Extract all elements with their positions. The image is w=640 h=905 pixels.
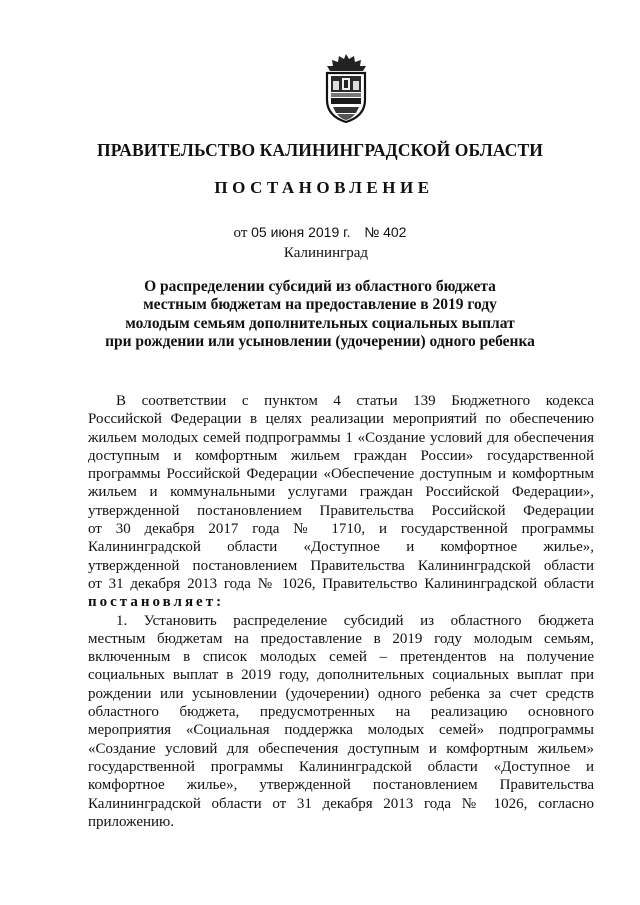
item1-line: социальных выплат в 2019 году, дополнительных социальных выплат при xyxy=(88,667,594,684)
item1-line: включенным в список молодых семей – претендентов на получение xyxy=(88,649,594,666)
preamble-line: от 30 декабря 2017 года № 1710, и государственной программы xyxy=(88,521,594,538)
preamble-line: доступным и комфортным жильем граждан России» государственной xyxy=(88,447,594,464)
document-date: 05 июня 2019 г. xyxy=(251,224,351,240)
item1-line: местным бюджетам на предоставление в 2019 году молодым семьям, xyxy=(88,630,594,647)
resolves-word: постановляет: xyxy=(88,594,225,611)
preamble-line: жильем и коммунальными услугами граждан Российской Федерации», xyxy=(88,484,594,501)
preamble-line: программы Российской Федерации «Обеспечение доступным и комфортным xyxy=(88,466,594,483)
preamble-line: Российской Федерации в целях реализации мероприятий по обеспечению xyxy=(88,411,594,428)
subject-line: молодым семьям дополнительных социальных выплат xyxy=(125,314,515,332)
date-line xyxy=(0,224,640,242)
document-number: № 402 xyxy=(364,224,407,240)
item1-line: «Создание условий для обеспечения доступным и комфортным жильем» xyxy=(88,740,594,757)
city: Калининград xyxy=(283,245,369,261)
item1-line: государственной программы Калининградской области «Доступное и xyxy=(88,758,594,775)
item1-line: рождении или усыновлении (удочерении) одного ребенка за счет средств xyxy=(88,685,594,702)
preamble-line: утвержденной постановлением Правительства Российской Федерации xyxy=(88,502,594,519)
subject-line: местным бюджетам на предоставление в 2019 году xyxy=(143,296,497,314)
item1-line: областного бюджета, предусмотренных на реализацию основного xyxy=(88,704,594,721)
government-name: ПРАВИТЕЛЬСТВО КАЛИНИНГРАДСКОЙ ОБЛАСТИ xyxy=(97,140,543,160)
preamble-line: В соответствии с пунктом 4 статьи 139 Бюджетного кодекса xyxy=(116,393,594,409)
subject-line: при рождении или усыновлении (удочерении) одного ребенка xyxy=(105,332,535,350)
coat-of-arms-emblem xyxy=(318,52,374,124)
preamble-line: утвержденной постановлением Правительства Калининградской области xyxy=(88,557,594,574)
item1-line: комфортное жилье», утвержденной постановлением Правительства xyxy=(88,777,594,794)
subject-line: О распределении субсидий из областного бюджета xyxy=(144,278,496,295)
item1-line: мероприятия «Социальная поддержка молодых семей» подпрограммы xyxy=(88,722,594,739)
document-body xyxy=(88,392,594,831)
item1-line: 1. Установить распределение субсидий из областного бюджета xyxy=(116,612,594,629)
preamble-line: Калининградской области «Доступное и комфортное жилье», xyxy=(88,539,594,556)
date-prefix: от xyxy=(233,225,248,241)
item1-line: приложению. xyxy=(88,813,175,830)
preamble-line: жильем молодых семей подпрограммы 1 «Создание условий для обеспечения xyxy=(88,429,594,446)
subject-title xyxy=(0,278,640,351)
item1-line: Калининградской области от 31 декабря 2013 года № 1026, согласно xyxy=(88,795,594,812)
document-type: ПОСТАНОВЛЕНИЕ xyxy=(214,178,434,197)
preamble-line: от 31 декабря 2013 года № 1026, Правительство Калининградской области xyxy=(88,575,594,592)
